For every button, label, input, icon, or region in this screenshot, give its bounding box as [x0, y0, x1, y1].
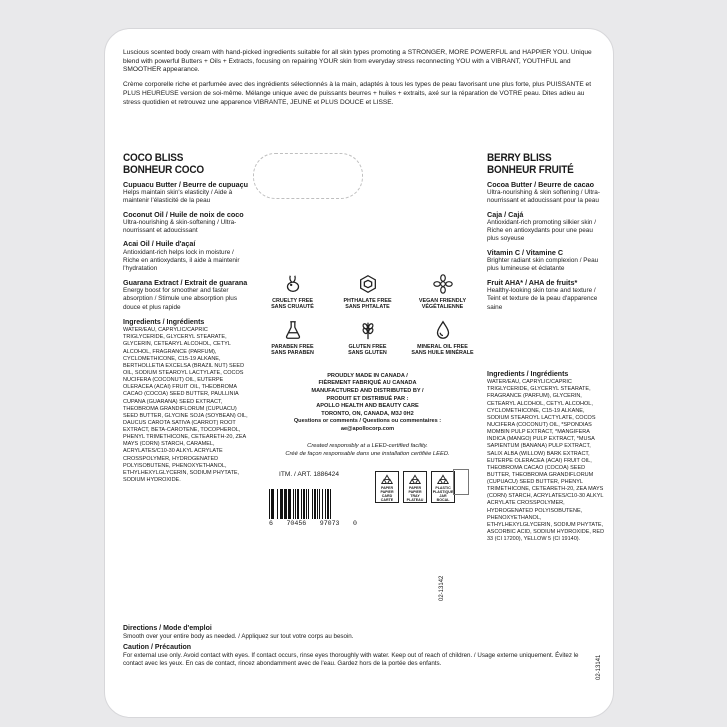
key-ingredient-name: Cocoa Butter / Beurre de cacao [487, 179, 595, 189]
claim-label-en: PARABEN FREE [271, 343, 314, 350]
key-ingredient [123, 181, 251, 206]
leed-en: Created responsibly at a LEED-certified facility. [307, 443, 428, 450]
rabbit-icon [282, 273, 304, 295]
claim-label-fr: SANS GLUTEN [348, 350, 387, 357]
key-ingredient-name: Acai Oil / Huile d'açaí [123, 239, 196, 249]
key-ingredient-name: Guarana Extract / Extrait de guarana [123, 277, 248, 287]
claim-label-fr: SANS PHTALATE [345, 304, 390, 311]
key-ingredient-name: Vitamin C / Vitamine C [487, 247, 564, 257]
claim-label-en: MINERAL OIL FREE [417, 343, 468, 350]
recycle-label: CARTE [380, 497, 394, 502]
outer-code: 02-13141 [596, 654, 602, 680]
leed-fr: Créé de façon responsable dans une installation certifiée LEED. [285, 451, 450, 458]
barcode-digit-group: 70456 [286, 519, 307, 527]
key-ingredient-name: Coconut Oil / Huile de noix de coco [123, 209, 244, 219]
item-number: ITM. / ART. 1886424 [279, 470, 339, 478]
claim-label-fr: SANS HUILE MINÉRALE [411, 350, 474, 357]
hang-tab-cutout [253, 153, 363, 199]
claim-label-en: PHTHALATE FREE [343, 298, 392, 304]
claim-label-en: CRUELTY FREE [272, 298, 313, 304]
intro-description [123, 49, 599, 113]
coco-title-fr: BONHEUR COCO [123, 163, 204, 177]
key-ingredient-desc: Ultra-nourishing & skin-softening / Ultra-nourrissant et adoucissant [123, 218, 237, 235]
recycle-label: PAPER [408, 485, 422, 490]
recycle-label: PAPIER [408, 489, 422, 494]
usage-info [123, 624, 599, 668]
claims-grid [255, 273, 480, 357]
intro-english: Luscious scented body cream with hand-picked ingredients suitable for all skin types promoting a STRONGER, MORE POWERFUL and HAPPIER YOU. Unique blend with powerful Butters + Oils + Extracts, focusing on repairing YOUR skin from everyday stress reconnecting YOU with a VIBRANT, YOUTHFUL and SMOOTHER appearance. [123, 49, 592, 74]
barcode-digits [269, 520, 357, 527]
claim-label-fr: SANS CRUAUTÉ [271, 304, 314, 311]
barcode-bars [269, 489, 357, 519]
recycle-box [403, 471, 427, 503]
berry-bliss-title [487, 153, 605, 177]
droplet-icon [432, 319, 454, 341]
claim-label-fr: SANS PARABEN [271, 350, 314, 357]
directions-text: Smooth over your entire body as needed. / Appliquez sur tout votre corps au besoin. [123, 633, 354, 641]
recycle-label: CARD [381, 493, 393, 498]
intro-french: Crème corporelle riche et parfumée avec des ingrédients sélectionnés à la main, adaptés à tous les types de peau favorisant une plus forte, plus PUISSANTE et PLUS HEUREUSE version de soi-même. Mélange unique avec de puissants beurres + huiles + extraits, axé sur la réparation de VOTRE peau. Dites adieu au stress quotidien et retrouvez une apparence VIBRANTE, JEUNE et PLUS DOUCE et LISSE. [123, 81, 592, 106]
recycle-box [431, 471, 455, 503]
made-line: PRODUIT ET DISTRIBUÉ PAR : [326, 395, 409, 402]
key-ingredient-desc: Antioxidant-rich helps lock in moisture / Riche en antioxydants, il aide à maintenir l'hydratation [123, 248, 240, 273]
coco-bliss-column [123, 153, 251, 484]
flask-icon [282, 319, 304, 341]
berry-title-fr: BONHEUR FRUITÉ [487, 163, 574, 177]
claim-label-en: VEGAN FRIENDLY [418, 298, 467, 304]
made-line: APOLLO HEALTH AND BEAUTY CARE [316, 403, 419, 410]
small-certification-box [453, 469, 469, 495]
recycle-box [375, 471, 399, 503]
barcode-digit-group: 0 [353, 519, 357, 527]
recycle-label: PLASTIQUE [432, 489, 454, 494]
leed-statement [255, 443, 480, 459]
inner-code: 02-13142 [439, 575, 445, 601]
key-ingredient-desc: Helps maintain skin's elasticity / Aide à maintenir l'élasticité de la peau [123, 188, 233, 205]
claim-vegan-friendly [405, 273, 480, 311]
key-ingredient [487, 279, 605, 312]
key-ingredient-name: Cupuacu Butter / Beurre de cupuaçu [123, 179, 249, 189]
recycle-label: JAR [439, 493, 447, 498]
claim-gluten-free [330, 319, 405, 357]
key-ingredient-desc: Healthy-looking skin tone and texture / Teint et texture de la peau d'apparence saine [487, 287, 598, 311]
contact-email: ae@apollocorp.com [340, 425, 395, 432]
claim-label-fr: VÉGÉTALIENNE [421, 304, 464, 311]
hexagon-molecule-icon [357, 273, 379, 295]
key-ingredient-desc: Energy boost for smoother and faster absorption / Stimule une absorption plus douce et plus rapide [123, 287, 238, 311]
recycle-label: PLATEAU [406, 497, 424, 502]
key-ingredient-desc: Brighter radiant skin complexion / Peau plus lumineuse et éclatante [487, 257, 599, 273]
made-line: TORONTO, ON, CANADA, M3J 0H2 [321, 410, 414, 417]
ingredients-list: WATER/EAU, CAPRYLIC/CAPRIC TRIGLYCERIDE, GLYCERYL STEARATE, GLYCERIN, CETEARYL ALCOHOL, CETYL ALCOHOL, FRAGRANCE (PARFUM), CYCLOMETHICONE, C15-19 ALKANE, BERTHOLLETIA EXCELSA (BRAZIL NUT) SEED OIL, SODIUM STEAROYL LACTYLATE, COCOS NUCIFERA (COCONUT) OIL, EUTERPE OLERACEA (ACAI) FRUIT OIL, THEOBROMA CACAO (COCOA) SEED BUTTER, PAULLINIA CUPANA (GUARANA) SEED EXTRACT, THEOBROMA GRANDIFLORUM (CUPUACU) SEED BUTTER, GLYCINE SOJA (SOYBEAN) OIL, DAUCUS CAROTA SATIVA (CARROT) ROOT EXTRACT, BETA-CAROTENE, TOCOPHEROL, PHENYL TRIMETHICONE, CETEARETH-20, ZEA MAYS (CORN) STARCH, CARAMEL, ACRYLATES/C10-30 ALKYL ACRYLATE CROSSPOLYMER, HYDROGENATED POLYISOBUTENE, PHENOXYETHANOL, ETHYLHEXYLGLYCERIN, SODIUM PHYTATE, SODIUM HYDROXIDE. [123, 327, 248, 484]
key-ingredient-desc: Ultra-nourishing & skin softening / Ultra-nourrissant et adoucissant pour la peau [487, 188, 600, 205]
caution-text: For external use only. Avoid contact with eyes. If contact occurs, rinse eyes thoroughly with water. Keep out of reach of children. / Usage externe uniquement. Évitez le contact avec les yeux. En cas de contact, rincez abondamment avec de l'eau. Gardez hors de la portée des enfants. [123, 652, 579, 668]
ingredients-heading: Ingredients / Ingrédients [487, 371, 569, 378]
caution-heading: Caution / Précaution [123, 644, 192, 652]
claim-cruelty-free [255, 273, 330, 311]
directions-heading: Directions / Mode d'emploi [123, 625, 212, 632]
coco-bliss-title [123, 153, 251, 177]
key-ingredient [487, 211, 605, 244]
barcode-digit-group: 97073 [319, 519, 340, 527]
recycle-label: BOCAL [436, 497, 450, 502]
key-ingredient [123, 279, 251, 312]
key-ingredient-name: Caja / Cajá [487, 209, 524, 219]
barcode-bar [331, 489, 332, 519]
claim-mineral-oil-free [405, 319, 480, 357]
berry-title-en: BERRY BLISS [487, 151, 552, 165]
ingredients-heading: Ingredients / Ingrédients [123, 319, 205, 326]
recycle-icon [380, 474, 394, 486]
recycle-label: PAPIER [380, 489, 394, 494]
wheat-icon [357, 319, 379, 341]
key-ingredient [123, 211, 251, 236]
key-ingredient [487, 181, 605, 206]
coco-title-en: COCO BLISS [123, 151, 184, 165]
manufacturer-info [255, 373, 480, 433]
berry-bliss-column [487, 153, 605, 543]
recycle-label: PAPER [380, 485, 394, 490]
recycle-label: PLASTIC [435, 485, 451, 490]
barcode-digit-group: 6 [269, 519, 273, 527]
claim-label-en: GLUTEN FREE [348, 343, 387, 350]
claim-paraben-free [255, 319, 330, 357]
key-ingredient-name: Fruit AHA* / AHA de fruits* [487, 277, 578, 287]
key-ingredient [123, 240, 251, 273]
ingredients-list: WATER/EAU, CAPRYLIC/CAPRIC TRIGLYCERIDE, GLYCERYL STEARATE, FRAGRANCE (PARFUM), GLYCERIN, CETEARYL ALCOHOL, CETYL ALCOHOL, CYCLOMETHICONE, C15-19 ALKANE, SODIUM STEAROYL LACTYLATE, COCOS NUCIFERA (COCONUT) OIL, *SPONDIAS MOMBIN PULP EXTRACT, *MANGIFERA INDICA (MANGO) PULP EXTRACT, *MUSA SAPIENTUM (BANANA) PULP EXTRACT, SALIX ALBA (WILLOW) BARK EXTRACT, EUTERPE OLERACEA (ACAI) FRUIT OIL, THEOBROMA CACAO (COCOA) SEED BUTTER, THEOBROMA GRANDIFLORUM (CUPUACU) SEED BUTTER, PHENYL TRIMETHICONE, CETEARETH-20, ZEA MAYS (CORN) STARCH, ACRYLATES/C10-30 ALKYL ACRYLATE CROSSPOLYMER, HYDROGENATED POLYISOBUTENE, PHENOXYETHANOL, ETHYLHEXYLGLYCERIN, SODIUM PHYTATE, ASCORBIC ACID, SODIUM HYDROXIDE, RED 33 (CI 17200), YELLOW 5 (CI 19140). [487, 379, 605, 543]
key-ingredient-desc: Antioxidant-rich promoting silkier skin / Riche en antioxydants pour une peau plus soyeuse [487, 218, 597, 243]
made-line: FIÈREMENT FABRIQUÉ AU CANADA [318, 380, 417, 387]
recycle-label: TRAY [410, 493, 420, 498]
recycle-icon [436, 474, 450, 486]
recycling-symbols [375, 471, 455, 503]
made-line: MANUFACTURED AND DISTRIBUTED BY / [311, 388, 424, 395]
barcode [269, 489, 357, 529]
center-panel [255, 261, 480, 601]
made-line: PROUDLY MADE IN CANADA / [327, 372, 408, 379]
recycle-icon [408, 474, 422, 486]
product-card-back [104, 28, 614, 718]
claim-phthalate-free [330, 273, 405, 311]
key-ingredient [487, 249, 605, 274]
barcode-area [255, 469, 480, 529]
flower-icon [432, 273, 454, 295]
made-line: Questions or comments / Questions ou commentaires : [293, 418, 442, 425]
